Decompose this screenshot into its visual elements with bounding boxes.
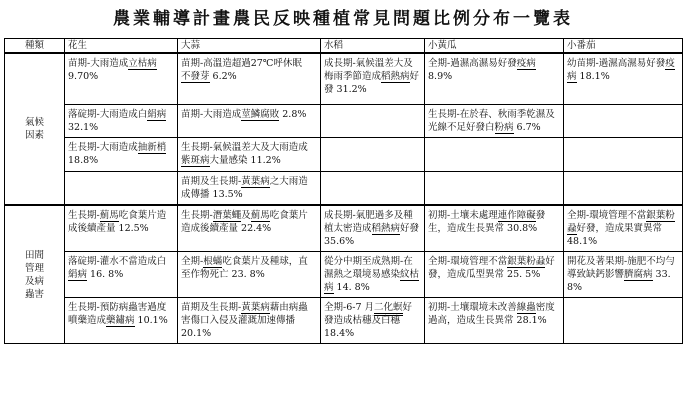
cell-text: 發生，造成生長異常 30.8% bbox=[428, 210, 546, 234]
cell bbox=[65, 252, 178, 298]
header-row bbox=[5, 39, 683, 54]
cell-text: 6.7% bbox=[513, 122, 541, 133]
header-peanut: 花生 bbox=[65, 39, 178, 54]
category-line: 蟲害 bbox=[24, 288, 44, 300]
highlighted-term: 黃葉病 bbox=[241, 302, 270, 313]
highlighted-term: 根蟎 bbox=[203, 256, 223, 267]
cell-text: 初期-土壤環境未改善 bbox=[428, 302, 517, 313]
page-title: 農業輔導計畫農民反映種植常見問題比例分布一覽表 bbox=[113, 9, 573, 29]
highlighted-term: 銀葉粉蝨 bbox=[567, 210, 675, 234]
cell-text: 落碇期-灌水不當造成白 bbox=[68, 256, 167, 267]
category-line: 田間 bbox=[24, 249, 44, 261]
highlighted-term: 潛葉蠅 bbox=[212, 210, 242, 221]
cell-text: 生長期- bbox=[181, 210, 213, 221]
cell bbox=[564, 138, 683, 172]
cell bbox=[321, 53, 425, 105]
cell bbox=[425, 298, 564, 344]
cell bbox=[65, 205, 178, 252]
cell-text: 好發，造成果實異常 48.1% bbox=[567, 223, 663, 247]
cell-text: 32.1% bbox=[68, 122, 99, 133]
cell-text: 從分中期至成熟期-在濕熱之環境易感染 bbox=[324, 256, 413, 280]
category-climate bbox=[5, 53, 65, 205]
cell-text: 藉由病蟲害傷口入侵及灌溉加速傳播 20.1% bbox=[181, 302, 308, 339]
cell bbox=[321, 252, 425, 298]
table-row bbox=[5, 53, 683, 105]
highlighted-term: 紫斑病 bbox=[181, 155, 210, 166]
highlighted-term: 黃葉病 bbox=[241, 176, 270, 187]
cell bbox=[65, 172, 178, 206]
category-field-management bbox=[5, 205, 65, 344]
cell bbox=[564, 172, 683, 206]
cell bbox=[564, 53, 683, 105]
cell-text: 2.8% bbox=[279, 109, 307, 120]
cell-text: 33. 8% bbox=[567, 269, 671, 293]
highlighted-term: 絹病 bbox=[68, 269, 88, 280]
cell-text: 初期-土壤未處理 bbox=[428, 210, 498, 221]
cell bbox=[65, 53, 178, 105]
category-line: 管理 bbox=[24, 262, 44, 274]
highlighted-term: 線蟲 bbox=[516, 302, 536, 313]
category-line: 因素 bbox=[24, 130, 44, 141]
highlighted-term: 絹病 bbox=[147, 109, 167, 120]
cell-text: 吃食葉片及種球，直至作物死亡 23. 8% bbox=[181, 256, 308, 280]
cell-text: 落碇期-大雨造成白 bbox=[68, 109, 148, 120]
highlighted-term: 臍腐病 bbox=[624, 269, 653, 280]
highlighted-term: 紋枯病 bbox=[324, 269, 420, 293]
highlighted-term: 莖鱗腐敗 bbox=[241, 109, 280, 120]
highlighted-term: 銀葉粉蝨 bbox=[507, 256, 546, 267]
cell-text: 勻導致缺鈣影響 bbox=[567, 256, 675, 280]
cell bbox=[425, 105, 564, 138]
cell-text: 8.9% bbox=[428, 71, 453, 82]
table-row bbox=[5, 298, 683, 344]
cell-text: 生長期-大雨造成 bbox=[68, 142, 138, 153]
header-category: 種類 bbox=[5, 39, 65, 54]
cell-text: 幼苗期-過濕高濕易好發 bbox=[567, 58, 666, 69]
cell bbox=[564, 252, 683, 298]
cell-text: 全期-環境管理不當 bbox=[428, 256, 508, 267]
cell-text: 16. 8% bbox=[87, 269, 124, 280]
cell-text: 好發，造成瓜型異常 25. 5% bbox=[428, 256, 555, 280]
highlighted-term: 立枯病 bbox=[128, 58, 157, 69]
cell-text: 好發 35.6% bbox=[324, 223, 420, 247]
cell bbox=[65, 138, 178, 172]
cell-text: 14. 8% bbox=[333, 282, 370, 293]
highlighted-term: 薊馬 bbox=[250, 210, 270, 221]
cell bbox=[321, 105, 425, 138]
cell-text: 全期-6-7 月 bbox=[324, 302, 375, 313]
header-garlic: 大蒜 bbox=[178, 39, 321, 54]
cell-text: 全期-過濕高濕易好發 bbox=[428, 58, 517, 69]
cell bbox=[425, 252, 564, 298]
highlighted-term: 薊馬 bbox=[99, 210, 119, 221]
cell bbox=[321, 138, 425, 172]
cell-text: 吃食葉片造成後續產量 12.5% bbox=[68, 210, 167, 234]
header-cucumber: 小黃瓜 bbox=[425, 39, 564, 54]
category-line: 氣候 bbox=[24, 117, 44, 128]
cell-text: 10.1% bbox=[134, 315, 168, 326]
cell-text: 生長期- bbox=[68, 210, 100, 221]
cell bbox=[65, 298, 178, 344]
cell-text: 開花及著果期-施肥不均 bbox=[567, 256, 666, 267]
table-row bbox=[5, 105, 683, 138]
highlighted-term: 疫病 bbox=[567, 58, 675, 82]
cell bbox=[178, 205, 321, 252]
category-line: 及病 bbox=[24, 275, 44, 287]
header-tomato: 小番茄 bbox=[564, 39, 683, 54]
cell-text: 9.70% bbox=[68, 71, 99, 82]
cell bbox=[178, 53, 321, 105]
cell-text: 及 bbox=[241, 210, 251, 221]
cell-text: 18.1% bbox=[576, 71, 610, 82]
cell-text: 好發 31.2% bbox=[324, 71, 420, 95]
cell-text: 生長期-氣候溫差大及大雨造成 bbox=[181, 142, 308, 153]
cell-text: 苗期及生長期- bbox=[181, 176, 242, 187]
cell bbox=[321, 205, 425, 252]
cell bbox=[425, 138, 564, 172]
cell-text: 吃食葉片造成後續產量 22.4% bbox=[181, 210, 308, 234]
cell-text: 大量感染 11.2% bbox=[209, 155, 281, 166]
cell bbox=[564, 205, 683, 252]
cell bbox=[425, 205, 564, 252]
cell-text: 6.2% bbox=[209, 71, 237, 82]
cell bbox=[178, 105, 321, 138]
highlighted-term: 二化螟 bbox=[374, 302, 403, 316]
cell-text: 全期- bbox=[181, 256, 204, 267]
cell-text: 苗期-高溫造超過27℃呼休眠 bbox=[181, 58, 302, 69]
problem-table bbox=[4, 38, 683, 344]
cell-text: 成長期-氣候溫差大及梅雨季節造成 bbox=[324, 58, 413, 82]
highlighted-term: 不發芽 bbox=[181, 71, 210, 82]
cell-text: 之大雨造成傳播 13.5% bbox=[181, 176, 308, 200]
table-row bbox=[5, 172, 683, 206]
cell-text: 苗期及生長期- bbox=[181, 302, 242, 313]
cell bbox=[321, 172, 425, 206]
table-row bbox=[5, 205, 683, 252]
cell-text: 18.8% bbox=[68, 155, 99, 166]
cell bbox=[178, 172, 321, 206]
cell bbox=[65, 105, 178, 138]
cell bbox=[425, 53, 564, 105]
cell-text: 生長期-預防病蟲害過度噴藥造成 bbox=[68, 302, 167, 326]
highlighted-term: 連作障礙 bbox=[497, 210, 536, 221]
cell bbox=[178, 298, 321, 344]
highlighted-term: 抽新梢 bbox=[137, 142, 167, 153]
cell-text: 好發造成枯穗及白穗 18.4% bbox=[324, 302, 413, 339]
table-row bbox=[5, 138, 683, 172]
cell bbox=[425, 172, 564, 206]
cell-text: 密度過高，造成生長異常 28.1% bbox=[428, 302, 555, 326]
cell-text: 成長期-氣肥過多及種植太密造成 bbox=[324, 210, 413, 234]
cell bbox=[321, 298, 425, 344]
cell bbox=[178, 138, 321, 172]
highlighted-term: 稻熱病 bbox=[381, 71, 410, 82]
table-row bbox=[5, 252, 683, 298]
cell-text: 苗期-大雨造成 bbox=[68, 58, 129, 69]
cell-text: 全期-環境管理不當 bbox=[567, 210, 647, 221]
cell bbox=[564, 298, 683, 344]
highlighted-term: 疫病 bbox=[516, 58, 536, 69]
cell-text: 生長期-在於春、秋雨季乾濕及光線不足好發白 bbox=[428, 109, 555, 133]
cell bbox=[178, 252, 321, 298]
cell bbox=[564, 105, 683, 138]
highlighted-term: 稻熱病 bbox=[371, 223, 401, 234]
header-rice: 水稻 bbox=[321, 39, 425, 54]
cell-text: 苗期-大雨造成 bbox=[181, 109, 242, 120]
highlighted-term: 藥鏽病 bbox=[106, 315, 135, 326]
highlighted-term: 粉病 bbox=[494, 122, 514, 133]
